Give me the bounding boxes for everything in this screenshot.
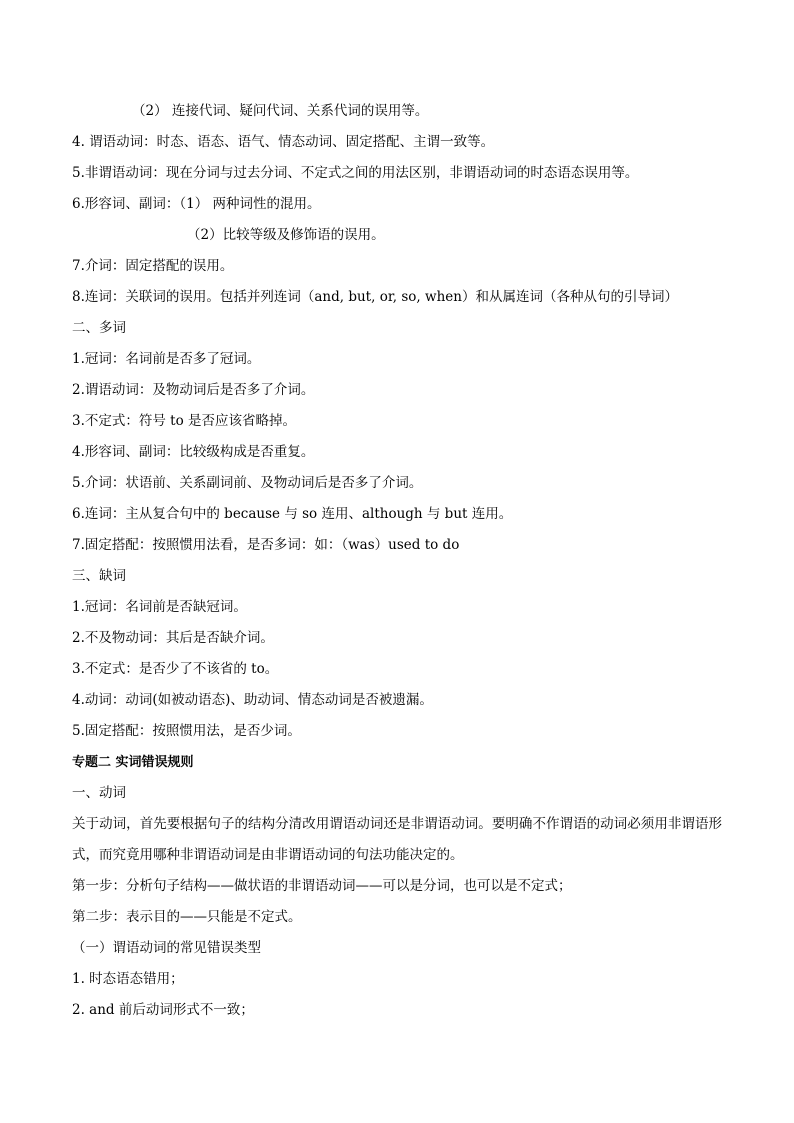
subsection-heading: （一）谓语动词的常见错误类型 xyxy=(72,940,261,956)
section-heading: 一、动词 xyxy=(72,785,126,801)
text-line: 4. 谓语动词：时态、语态、语气、情态动词、固定搭配、主谓一致等。 xyxy=(72,134,495,150)
text-line: 5.介词：状语前、关系副词前、及物动词后是否多了介词。 xyxy=(72,475,423,491)
topic-heading: 专题二 实词错误规则 xyxy=(72,755,194,770)
text-line: 5.固定搭配：按照惯用法，是否少词。 xyxy=(72,723,301,739)
text-line: 6.形容词、副词：（1） 两种词性的混用。 xyxy=(72,196,321,212)
text-line: 3.不定式：符号 to 是否应该省略掉。 xyxy=(72,413,297,429)
text-line: 2.谓语动词：及物动词后是否多了介词。 xyxy=(72,382,315,398)
text-line: 1.冠词：名词前是否多了冠词。 xyxy=(72,351,261,367)
text-line: 第二步：表示目的——只能是不定式。 xyxy=(72,909,302,925)
text-line: 6.连词：主从复合句中的 because 与 so 连用、although 与 but 连用。 xyxy=(72,506,513,522)
text-line: （2） 连接代词、疑问代词、关系代词的误用等。 xyxy=(132,103,429,119)
document-body xyxy=(72,96,722,1026)
text-line: 8.连词：关联词的误用。包括并列连词（and, but, or, so, when）和从属连词（各种从句的引导词） xyxy=(72,289,678,305)
text-line: 第一步：分析句子结构——做状语的非谓语动词——可以是分词，也可以是不定式； xyxy=(72,878,572,894)
text-line: 4.动词：动词(如被动语态)、助动词、情态动词是否被遗漏。 xyxy=(72,692,433,708)
text-line: 7.介词：固定搭配的误用。 xyxy=(72,258,234,274)
section-heading: 三、缺词 xyxy=(72,568,126,584)
text-line: 2. and 前后动词形式不一致； xyxy=(72,1002,254,1018)
section-heading: 二、多词 xyxy=(72,320,126,336)
text-line: 2.不及物动词：其后是否缺介词。 xyxy=(72,630,274,646)
text-line: （2）比较等级及修饰语的误用。 xyxy=(187,227,385,243)
text-line: 5.非谓语动词：现在分词与过去分词、不定式之间的用法区别，非谓语动词的时态语态误用等。 xyxy=(72,165,639,181)
text-line: 3.不定式：是否少了不该省的 to。 xyxy=(72,661,279,677)
text-paragraph: 关于动词，首先要根据句子的结构分清改用谓语动词还是非谓语动词。要明确不作谓语的动词必须用非谓语形式，而究竟用哪种非谓语动词是由非谓语动词的句法功能决定的。 xyxy=(72,816,722,863)
text-line: 7.固定搭配：按照惯用法看，是否多词：如：（was）used to do xyxy=(72,537,460,553)
text-line: 4.形容词、副词：比较级构成是否重复。 xyxy=(72,444,315,460)
text-line: 1. 时态语态错用； xyxy=(72,971,184,987)
text-line: 1.冠词：名词前是否缺冠词。 xyxy=(72,599,247,615)
